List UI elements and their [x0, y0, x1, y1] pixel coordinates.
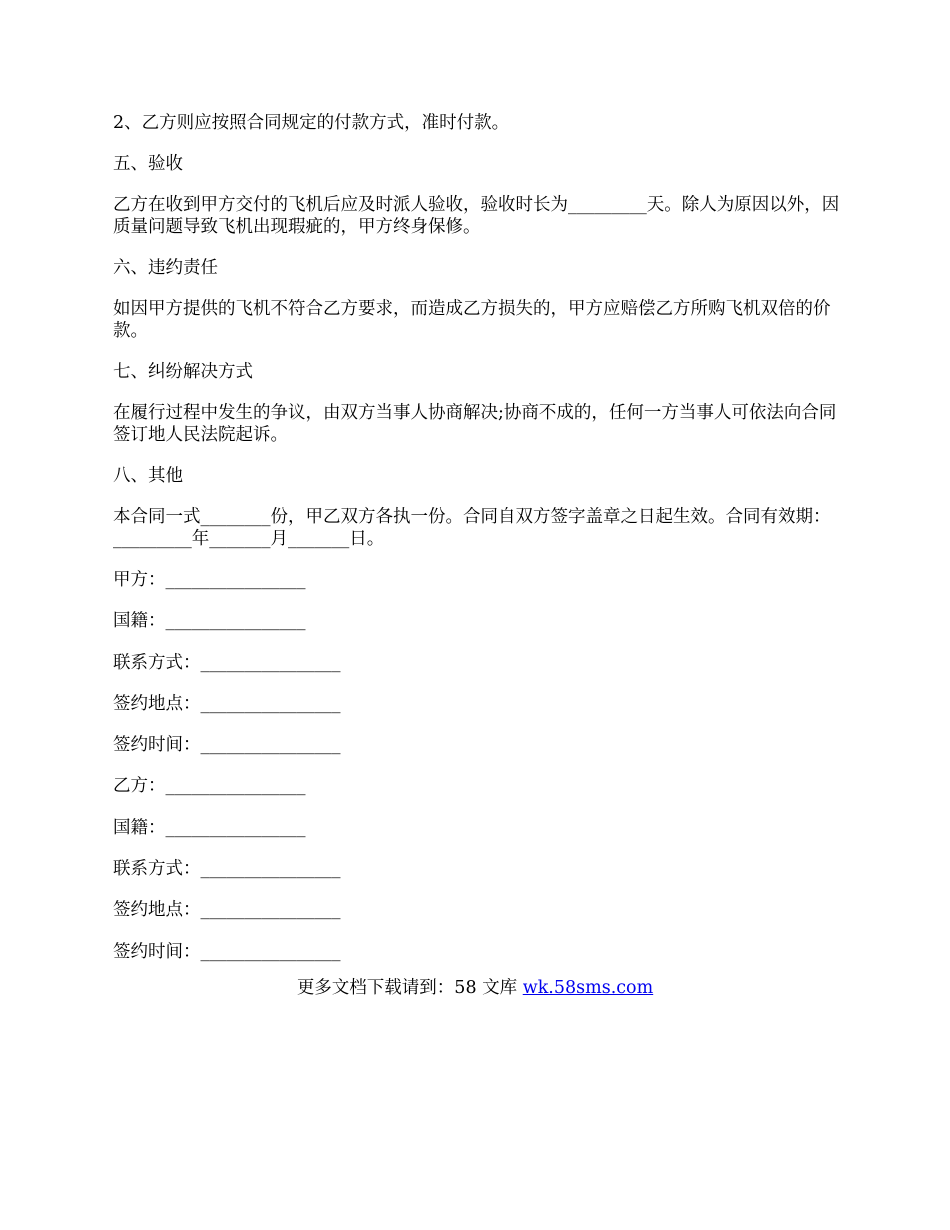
party-a-place-line: 签约地点：________________ [113, 693, 341, 714]
party-a-nationality-line: 国籍：________________ [113, 611, 306, 632]
other-clause: 本合同一式________份，甲乙双方各执一份。合同自双方签字盖章之日起生效。合同有效期：_________年_______月_______日。 [113, 507, 831, 549]
party-a-name-line: 甲方：________________ [113, 570, 306, 590]
document-body [113, 112, 843, 982]
party-b-nationality-line: 国籍：________________ [113, 817, 306, 838]
dispute-clause: 在履行过程中发生的争议，由双方当事人协商解决;协商不成的，任何一方当事人可依法向合同签订地人民法院起诉。 [113, 403, 837, 445]
section-heading-acceptance: 五、验收 [113, 154, 183, 174]
footer-text: 更多文档下载请到：58 文库 [296, 978, 523, 998]
acceptance-clause: 乙方在收到甲方交付的飞机后应及时派人验收，验收时长为_________天。除人为原因以外，因质量问题导致飞机出现瑕疵的，甲方终身保修。 [113, 195, 840, 237]
liability-clause: 如因甲方提供的飞机不符合乙方要求，而造成乙方损失的，甲方应赔偿乙方所购飞机双倍的价款。 [113, 299, 831, 341]
party-a-contact-line: 联系方式：________________ [113, 652, 341, 673]
party-a-date-line: 签约时间：________________ [113, 735, 341, 756]
party-b-contact-line: 联系方式：________________ [113, 859, 341, 880]
footer [0, 977, 950, 999]
payment-clause: 2、乙方则应按照合同规定的付款方式，准时付款。 [113, 113, 510, 133]
party-b-place-line: 签约地点：________________ [113, 900, 341, 921]
section-heading-other: 八、其他 [113, 466, 183, 486]
party-b-name-line: 乙方：________________ [113, 776, 306, 797]
party-b-date-line: 签约时间：________________ [113, 941, 341, 962]
section-heading-dispute: 七、纠纷解决方式 [113, 362, 253, 382]
footer-link[interactable]: wk.58sms.com [522, 978, 654, 998]
section-heading-liability: 六、违约责任 [113, 258, 218, 278]
